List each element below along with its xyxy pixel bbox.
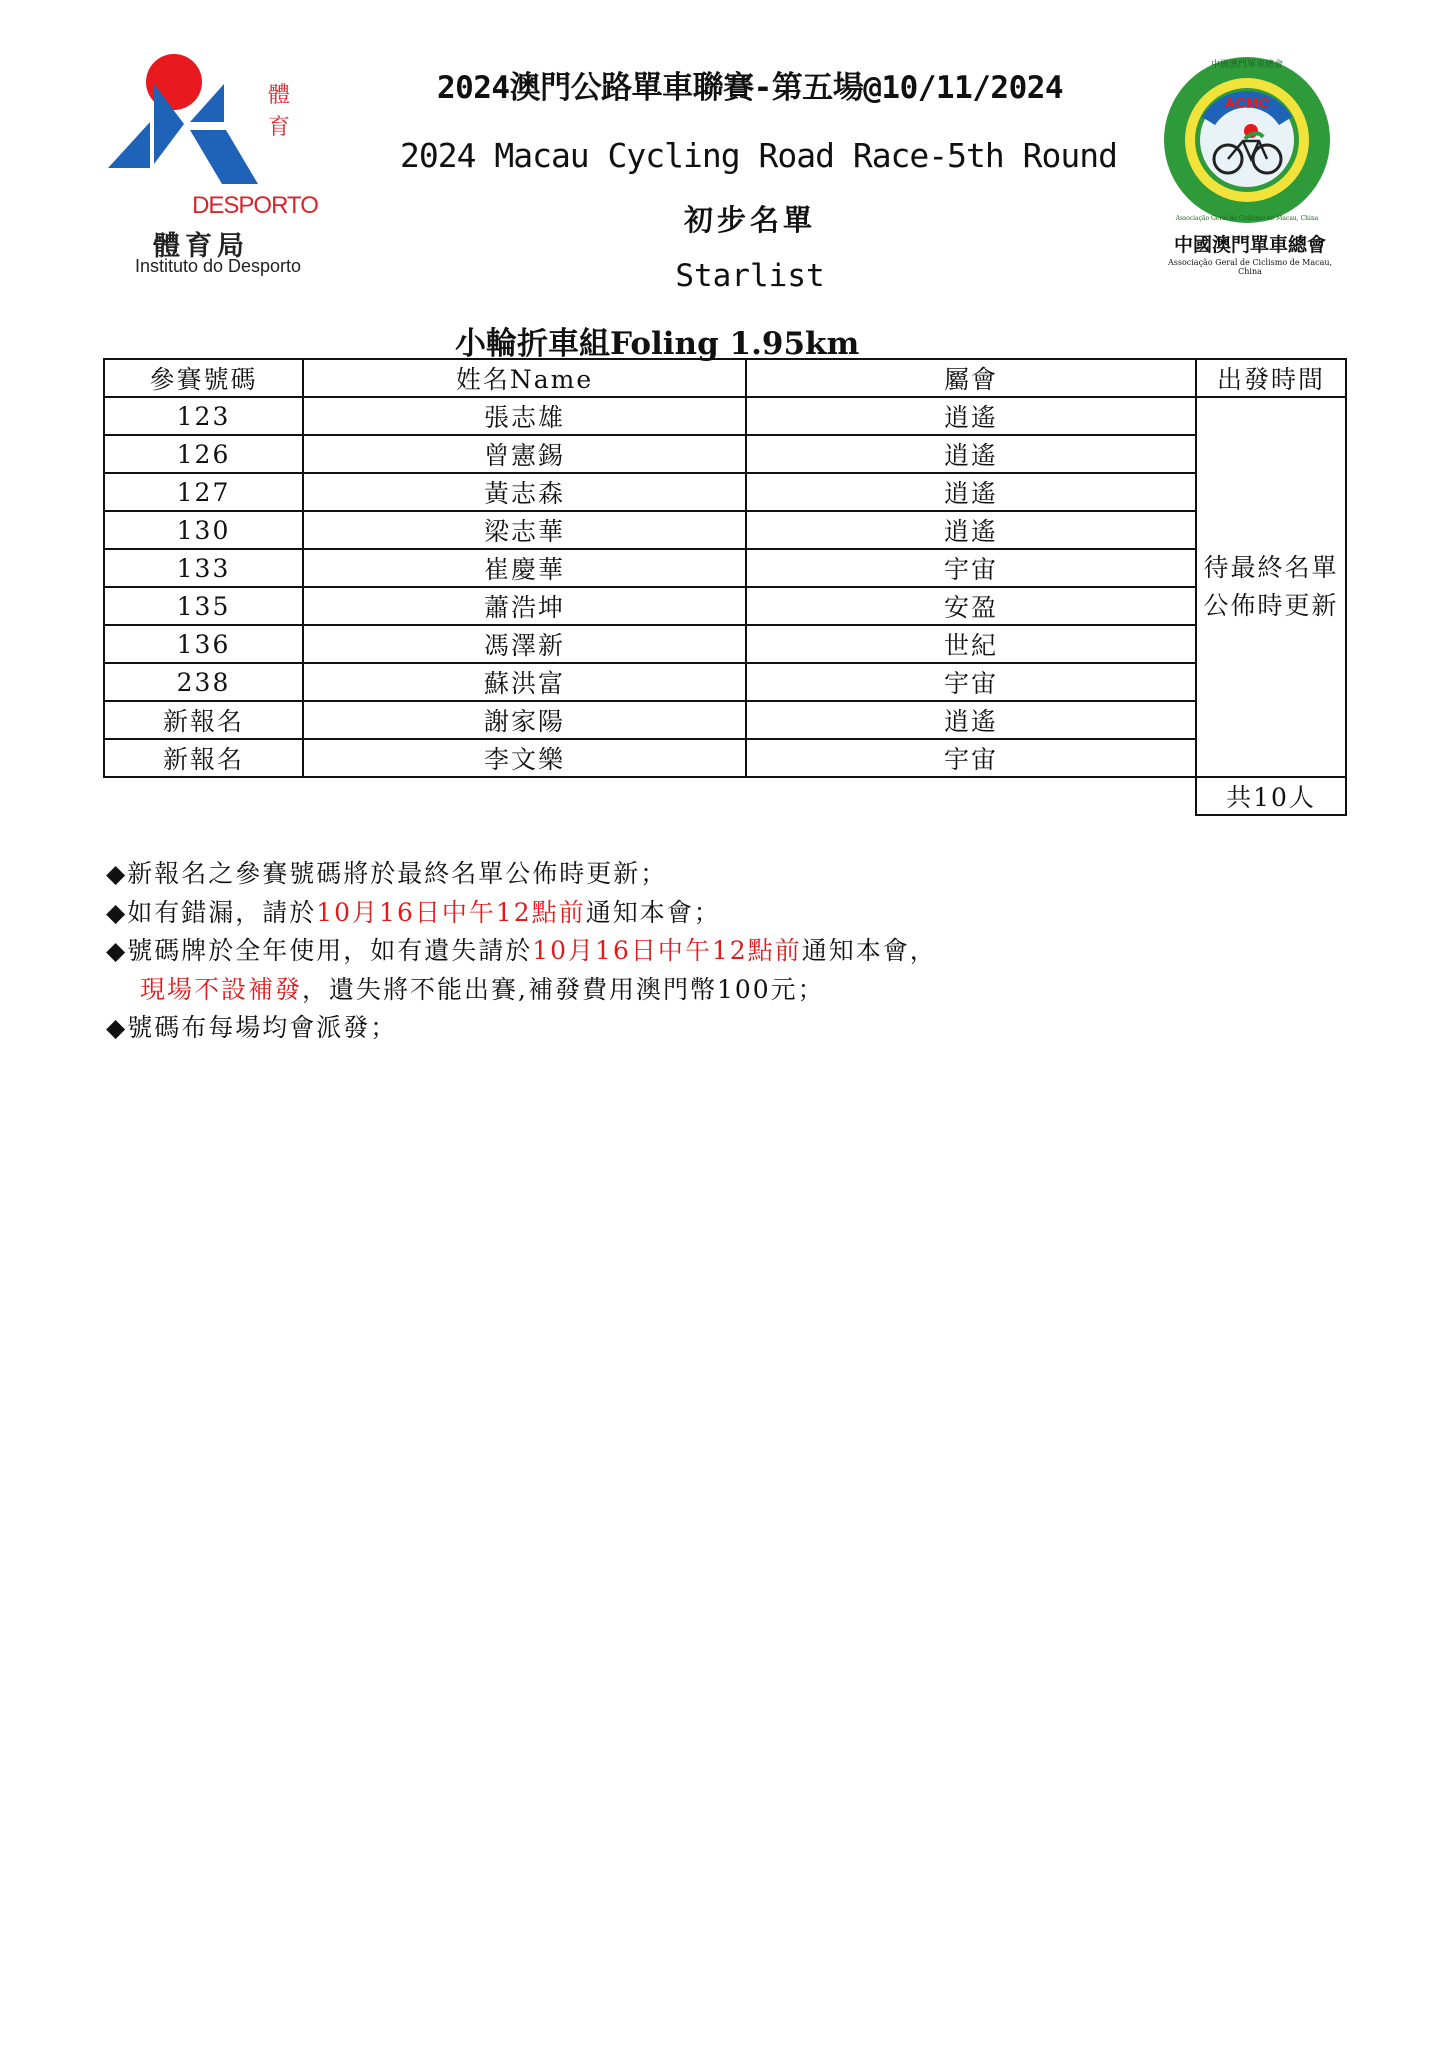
rider-name: 梁志華 (303, 511, 746, 549)
badge-ring-text-cn: 中國澳門單車總會 (1210, 60, 1283, 70)
rider-club: 逍遙 (746, 397, 1196, 435)
rider-number: 133 (104, 549, 303, 587)
table-row (104, 587, 1346, 625)
rider-number: 130 (104, 511, 303, 549)
rider-club: 逍遙 (746, 701, 1196, 739)
rider-name: 謝家陽 (303, 701, 746, 739)
table-row (104, 397, 1346, 435)
header-name: 姓名Name (303, 359, 746, 397)
rider-number: 123 (104, 397, 303, 435)
rider-club: 逍遙 (746, 511, 1196, 549)
table-row (104, 701, 1346, 739)
logo-name-pt: Instituto do Desporto (134, 256, 302, 276)
header-club: 屬會 (746, 359, 1196, 397)
rider-club: 宇宙 (746, 739, 1196, 777)
table-row (104, 473, 1346, 511)
rider-name: 崔慶華 (303, 549, 746, 587)
table-row (104, 511, 1346, 549)
note-4: ◆號碼布每場均會派發； (106, 1013, 398, 1042)
badge-ring-text-pt: Associação Geral de Ciclismo de Macau, China (1175, 215, 1319, 222)
note-3: ◆號碼牌於全年使用，如有遺失請於10月16日中午12點前通知本會， (106, 936, 937, 965)
subtitle-en: Starlist (675, 258, 825, 294)
rider-name: 蘇洪富 (303, 663, 746, 701)
association-name-pt: Associação Geral de Ciclismo de Macau, China (1167, 258, 1333, 276)
rider-club: 宇宙 (746, 663, 1196, 701)
logo-brand-text: DESPORTO (192, 192, 318, 219)
subtitle-cn: 初步名單 (683, 203, 816, 237)
table-header-row (104, 359, 1346, 397)
title-en: 2024 Macau Cycling Road Race-5th Round (400, 136, 1117, 175)
no-reissue-text: 現場不設補發 (140, 974, 303, 1004)
table-total-row (104, 777, 1346, 815)
note-3-continued: 現場不設補發，遺失將不能出賽,補發費用澳門幣100元； (140, 974, 825, 1004)
starlist-table (103, 358, 1347, 816)
badge-text: ACMC (1224, 95, 1270, 112)
rider-club: 安盈 (746, 587, 1196, 625)
header-start-time: 出發時間 (1196, 359, 1346, 397)
logo-name-cn: 體育局 (153, 231, 249, 262)
rider-club: 逍遙 (746, 435, 1196, 473)
rider-name: 馮澤新 (303, 625, 746, 663)
logo-side-text: 體育 (268, 83, 291, 140)
rider-number: 135 (104, 587, 303, 625)
rider-club: 逍遙 (746, 473, 1196, 511)
start-time-note: 待最終名單公佈時更新 (1196, 397, 1346, 777)
table-row (104, 435, 1346, 473)
rider-number: 238 (104, 663, 303, 701)
rider-club: 世紀 (746, 625, 1196, 663)
rider-club: 宇宙 (746, 549, 1196, 587)
table-row (104, 549, 1346, 587)
sports-bureau-logo (108, 52, 318, 292)
bullet-icon: ◆ (106, 859, 128, 888)
rider-name: 蕭浩坤 (303, 587, 746, 625)
rider-name: 李文樂 (303, 739, 746, 777)
rider-number: 126 (104, 435, 303, 473)
rider-name: 曾憲錫 (303, 435, 746, 473)
notes-section (106, 855, 937, 1048)
rider-number: 新報名 (104, 701, 303, 739)
note-1: ◆新報名之參賽號碼將於最終名單公佈時更新； (106, 859, 668, 888)
rider-name: 黃志森 (303, 473, 746, 511)
rider-number: 127 (104, 473, 303, 511)
bullet-icon: ◆ (106, 936, 128, 965)
bullet-icon: ◆ (106, 897, 128, 927)
rider-number: 136 (104, 625, 303, 663)
deadline-text: 10月16日中午12點前 (532, 936, 802, 965)
deadline-text: 10月16日中午12點前 (316, 897, 586, 927)
table-row (104, 663, 1346, 701)
bullet-icon: ◆ (106, 1013, 128, 1042)
rider-name: 張志雄 (303, 397, 746, 435)
table-row (104, 739, 1346, 777)
note-2: ◆如有錯漏，請於10月16日中午12點前通知本會； (106, 897, 721, 927)
association-name-cn: 中國澳門單車總會 (1173, 234, 1326, 256)
cycling-association-logo (1155, 55, 1345, 285)
category-heading: 小輪折車組Foling 1.95km (455, 326, 860, 362)
header-number: 參賽號碼 (104, 359, 303, 397)
title-cn: 2024澳門公路單車聯賽-第五場@10/11/2024 (436, 70, 1064, 106)
cycling-association-emblem (1155, 55, 1345, 230)
total-count: 共10人 (1196, 777, 1346, 815)
table-row (104, 625, 1346, 663)
rider-number: 新報名 (104, 739, 303, 777)
